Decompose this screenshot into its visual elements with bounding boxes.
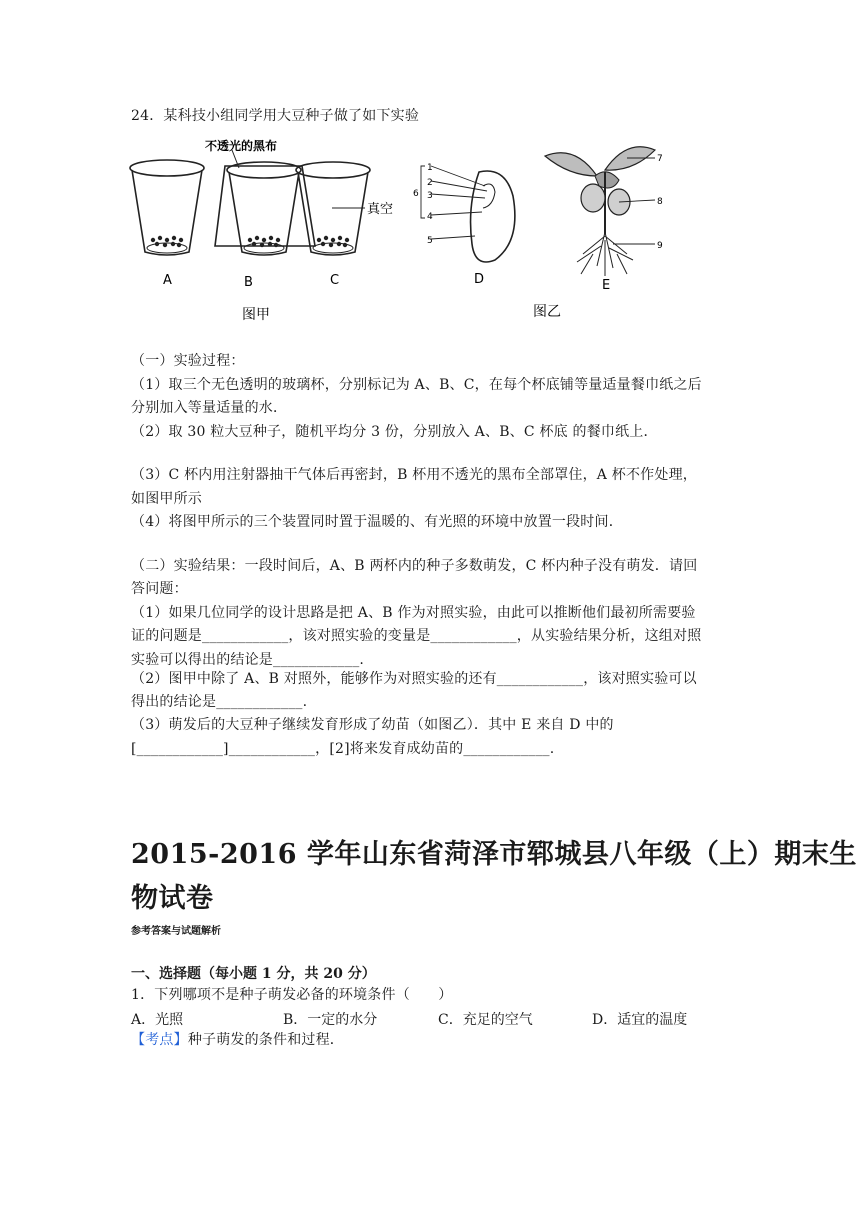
seed-label-d: D <box>474 272 485 287</box>
choice-b: B．一定的水分 <box>283 1012 378 1028</box>
process-line-6: （4）将图甲所示的三个装置同时置于温暖的、有光照的环境中放置一段时间． <box>131 514 623 530</box>
answer-title-line-1: 2015-2016 学年山东省菏泽市郓城县八年级（上）期末生 <box>131 839 857 870</box>
vacuum-label: 真空 <box>367 202 394 217</box>
process-line-3: （2）取 30 粒大豆种子，随机平均分 3 份，分别放入 A、B、C 杯底 的餐巾纸上． <box>131 424 658 440</box>
kaodian-text: 种子萌发的条件和过程． <box>187 1032 345 1048</box>
d-num-2: 2 <box>427 178 433 188</box>
choice-c: C．充足的空气 <box>438 1012 533 1028</box>
result-line-6: （2）图甲中除了 A、B 对照外，能够作为对照实验的还有____________，该对照实验可以 <box>131 671 697 687</box>
process-line-4: （3）C 杯内用注射器抽干气体后再密封，B 杯用不透光的黑布全部罩住，A 杯不作处理， <box>131 467 697 483</box>
d-num-1: 1 <box>427 163 433 173</box>
answer-subtitle: 参考答案与试题解析 <box>131 926 221 937</box>
result-line-2: 答问题： <box>131 581 188 597</box>
process-title: （一）实验过程： <box>131 353 245 369</box>
question-24-heading: 24．某科技小组同学用大豆种子做了如下实验 <box>131 108 420 124</box>
cup-label-a: A <box>163 273 172 288</box>
experiment-figure-svg <box>127 136 667 326</box>
choice-a: A．光照 <box>131 1012 184 1028</box>
result-line-9: [____________]____________，[2]将来发育成幼苗的____________. <box>131 741 555 757</box>
d-num-6: 6 <box>413 189 419 199</box>
result-line-1: （二）实验结果：一段时间后，A、B 两杯内的种子多数萌发，C 杯内种子没有萌发．请回 <box>131 558 698 574</box>
kaodian-label: 【考点】 <box>131 1032 188 1048</box>
cloth-label: 不透光的黑布 <box>205 139 278 153</box>
e-num-8: 8 <box>657 197 663 207</box>
figure-jia-caption: 图甲 <box>242 307 270 323</box>
seed-label-e: E <box>602 278 611 293</box>
result-line-5: 实验可以得出的结论是____________. <box>131 652 365 668</box>
process-line-1: （1）取三个无色透明的玻璃杯，分别标记为 A、B、C，在每个杯底铺等量适量餐巾纸之后 <box>131 377 702 393</box>
cup-label-b: B <box>244 275 253 290</box>
cup-label-c: C <box>330 273 340 288</box>
kaodian-line <box>131 1030 344 1050</box>
d-num-4: 4 <box>427 212 433 222</box>
result-line-8: （3）萌发后的大豆种子继续发育形成了幼苗（如图乙）．其中 E 来自 D 中的 <box>131 717 614 733</box>
experiment-figure <box>127 136 667 326</box>
answer-title-line-2: 物试卷 <box>131 883 214 914</box>
process-line-5: 如图甲所示 <box>131 491 202 507</box>
d-num-3: 3 <box>427 191 433 201</box>
section-1-heading: 一、选择题（每小题 1 分，共 20 分） <box>131 966 376 982</box>
result-line-7: 得出的结论是____________. <box>131 694 308 710</box>
process-line-2: 分别加入等量适量的水． <box>131 400 288 416</box>
result-line-4: 证的问题是____________，该对照实验的变量是____________，从实验结果分析，这组对照 <box>131 628 702 644</box>
choice-d: D．适宜的温度 <box>592 1012 688 1028</box>
e-num-9: 9 <box>657 241 663 251</box>
e-num-7: 7 <box>657 154 663 164</box>
figure-yi-caption: 图乙 <box>533 304 561 320</box>
question-1: 1．下列哪项不是种子萌发必备的环境条件（ ） <box>131 987 453 1003</box>
result-line-3: （1）如果几位同学的设计思路是把 A、B 作为对照实验，由此可以推断他们最初所需要验 <box>131 605 696 621</box>
d-num-5: 5 <box>427 236 433 246</box>
